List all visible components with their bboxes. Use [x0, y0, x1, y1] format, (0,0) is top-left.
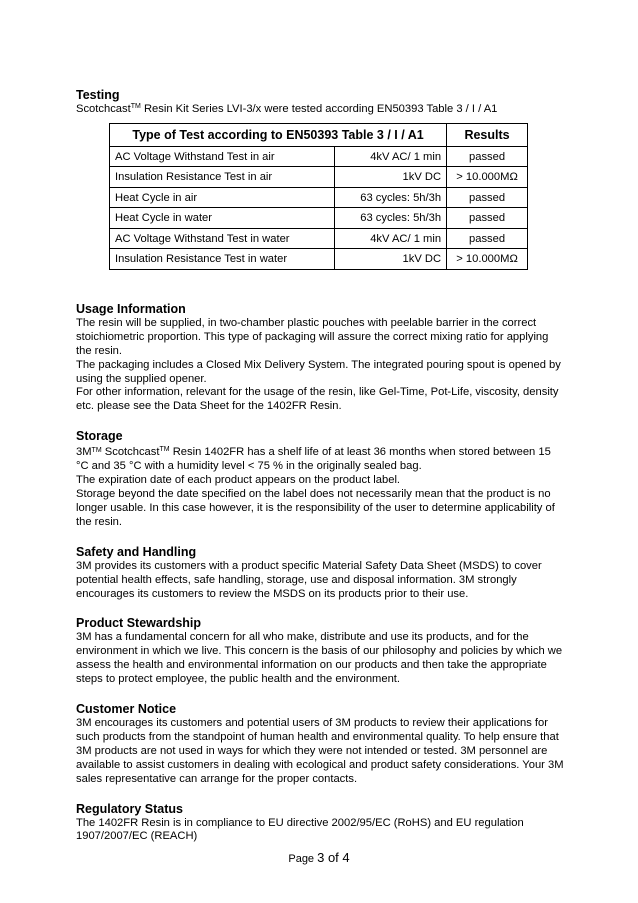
- test-value: 63 cycles: 5h/3h: [335, 208, 447, 229]
- test-name: Insulation Resistance Test in water: [110, 249, 335, 270]
- brand-name: Scotchcast: [76, 103, 131, 115]
- table-row: [110, 146, 528, 167]
- stewardship-section: [76, 616, 566, 687]
- test-result: passed: [447, 187, 528, 208]
- usage-paragraph-3: For other information, relevant for the usage of the resin, like Gel-Time, Pot-Life, viscosity, density etc. please see the Data Sheet for the 1402FR Resin.: [76, 386, 559, 413]
- test-value: 4kV AC/ 1 min: [335, 146, 447, 167]
- test-name: Insulation Resistance Test in air: [110, 167, 335, 188]
- storage-heading: Storage: [76, 429, 123, 444]
- table-row: [110, 187, 528, 208]
- regulatory-section: [76, 802, 566, 845]
- regulatory-paragraph: The 1402FR Resin is in compliance to EU directive 2002/95/EC (RoHS) and EU regulation 1907/2007/EC (REACH): [76, 816, 524, 843]
- stewardship-paragraph: 3M has a fundamental concern for all who make, distribute and use its products, and for the environment in which we live. This concern is the basis of our philosophy and policies by which we assess the health and environmental information on our products and then take the appropriate steps to protect employee, the public health and the environment.: [76, 631, 563, 686]
- table-row: [110, 167, 528, 188]
- storage-paragraph-2: The expiration date of each product appears on the product label.: [76, 474, 401, 487]
- test-result: passed: [447, 208, 528, 229]
- test-value: 1kV DC: [335, 167, 447, 188]
- storage-paragraph-1: [76, 444, 566, 474]
- storage-section: [76, 429, 566, 529]
- table-header-row: [110, 123, 528, 146]
- table-row: [110, 208, 528, 229]
- customer-heading: Customer Notice: [76, 702, 177, 717]
- testing-intro: [76, 103, 566, 117]
- safety-paragraph: 3M provides its customers with a product specific Material Safety Data Sheet (MSDS) to cover potential health effects, safe handling, storage, use and disposal information. 3M strongly encourages its customers to review the MSDS on its products prior to their use.: [76, 559, 542, 600]
- page-number: 3 of 4: [317, 850, 350, 865]
- test-value: 63 cycles: 5h/3h: [335, 187, 447, 208]
- test-result: > 10.000MΩ: [447, 167, 528, 188]
- test-name: AC Voltage Withstand Test in water: [110, 228, 335, 249]
- trademark-mark: TM: [91, 447, 102, 455]
- brand-scotchcast: Scotchcast: [101, 446, 160, 459]
- test-results-table: [109, 123, 528, 270]
- storage-paragraph-3: Storage beyond the date specified on the label does not necessarily mean that the product is no longer usable. In this case however, it is the responsibility of the user to determine applicability of the resin.: [76, 487, 555, 528]
- safety-heading: Safety and Handling: [76, 544, 197, 559]
- brand-3m: 3M: [76, 446, 92, 459]
- regulatory-heading: Regulatory Status: [76, 801, 183, 816]
- testing-heading: Testing: [76, 88, 120, 102]
- test-result: > 10.000MΩ: [447, 249, 528, 270]
- header-results: Results: [447, 123, 528, 146]
- trademark-mark: TM: [130, 103, 141, 110]
- stewardship-heading: Product Stewardship: [76, 616, 202, 631]
- testing-section: [76, 88, 566, 270]
- test-result: passed: [447, 146, 528, 167]
- test-value: 4kV AC/ 1 min: [335, 228, 447, 249]
- trademark-mark: TM: [159, 446, 170, 454]
- page-label: Page: [288, 853, 318, 865]
- testing-intro-text: Resin Kit Series LVI-3/x were tested according EN50393 Table 3 / I / A1: [140, 103, 498, 115]
- test-name: Heat Cycle in air: [110, 187, 335, 208]
- test-value: 1kV DC: [335, 249, 447, 270]
- storage-text: Resin 1402FR has a shelf life of at least 36 months when stored between 15 °C and 35 °C with a humidity level < 75 % in the originally sealed bag.: [76, 446, 551, 473]
- header-test-type: Type of Test according to EN50393 Table 3 / I / A1: [110, 123, 447, 146]
- usage-paragraph-2: The packaging includes a Closed Mix Delivery System. The integrated pouring spout is opened by using the supplied opener.: [76, 358, 561, 385]
- page-footer: [0, 850, 638, 865]
- table-row: [110, 249, 528, 270]
- table-row: [110, 228, 528, 249]
- safety-section: [76, 545, 566, 602]
- customer-paragraph: 3M encourages its customers and potential users of 3M products to review their applications for such products from the standpoint of human health and environmental quality. To help ensure that 3M products are not used in ways for which they were not intended or tested. 3M personnel are available to assist customers in dealing with ecological and product safety considerations. Your 3M sales representative can arrange for the proper contacts.: [76, 717, 564, 785]
- usage-section: [76, 302, 566, 414]
- usage-heading: Usage Information: [76, 301, 186, 316]
- test-name: AC Voltage Withstand Test in air: [110, 146, 335, 167]
- usage-paragraph-1: The resin will be supplied, in two-chamber plastic pouches with peelable barrier in the correct stoichiometric proportion. This type of packaging will assure the correct mixing ratio for applying the resin.: [76, 316, 549, 357]
- test-name: Heat Cycle in water: [110, 208, 335, 229]
- customer-section: [76, 702, 566, 787]
- document-page: [76, 88, 566, 844]
- test-result: passed: [447, 228, 528, 249]
